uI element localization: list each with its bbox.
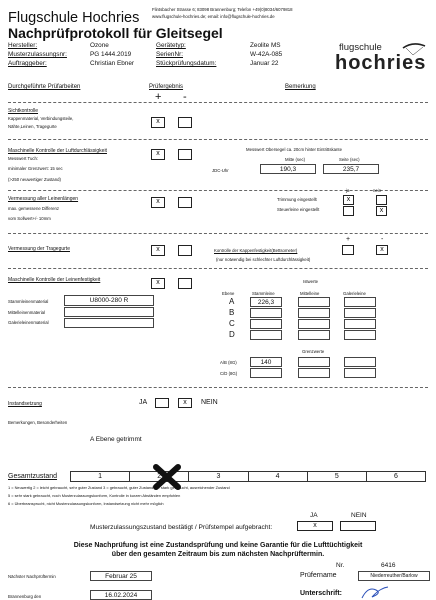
verm-trimmung: Trimmung eingestellt [277,197,317,202]
luft-line2: minimaler Grenzwert: 15 sec [8,166,63,171]
naechster-label: Nächster Nachprüftermin [8,574,56,579]
grade-3[interactable]: 3 [189,472,248,481]
verm-title: Vermessung aller Leinenlängen [8,196,79,202]
luft-ober: Messwert Obersegel ca. 20cm hinter Eintrittskante [246,147,343,152]
kappe-minus-box[interactable]: x [376,245,388,255]
unterschrift-label: Unterschrift: [300,590,343,597]
bemerkungen-text: A Ebene getrimmt [90,436,142,443]
ab-mittel-field[interactable] [298,357,330,367]
signature [358,584,392,600]
gesamt-title: Gesamtzustand [8,473,58,480]
kappe-plus: + [346,236,351,243]
sicht-line2: Nähte,Leinen, Tragegurte [8,124,57,129]
kappe-plus-box[interactable] [342,245,354,255]
verm-ja: ja [346,188,350,193]
b-mittel-field[interactable] [298,308,330,318]
ort-label: Brannenburg den [8,594,42,599]
verm-plus-box[interactable]: x [151,197,165,208]
d-mittel-field[interactable] [298,330,330,340]
leinen-plus-box[interactable]: x [151,278,165,289]
mittelleine-header: Mittelleine [300,291,320,296]
musterzulassung-label: Musterzulassungsnr: [8,51,67,58]
c-galerie-field[interactable] [344,319,376,329]
luft-line1: Messwert Tuch: [8,156,39,161]
ab-stamm-field[interactable]: 140 [250,357,282,367]
trag-minus-box[interactable] [178,245,192,256]
ab-galerie-field[interactable] [344,357,376,367]
luft-line3: (>250 neuwertiger Zustand) [8,177,61,182]
mittel-field[interactable] [64,307,154,317]
gesamt-legend1: 1 = Neuwertig 2 = leicht gebraucht, sehr guter Zustand 3 = gebraucht, guter Zustand 4 = stark gebraucht, ausreichender Zustand [8,485,230,490]
verm-minus-box[interactable] [178,197,192,208]
steuer-nein-box[interactable]: x [376,206,387,216]
luft-seite-field[interactable]: 235,7 [323,164,379,174]
trag-title: Vermessung der Tragegurte [8,246,70,252]
istwerte-label: Istwerte [303,279,319,284]
auftraggeber-value: Christian Ebner [90,60,135,67]
stamm-field[interactable]: U8000-280 R [64,295,154,306]
ort-datum-field[interactable]: 16.02.2024 [90,590,152,600]
disclaimer-line2: über den gesamten Zeitraum bis zum nächsten Nachprüftermin. [111,551,325,558]
leinen-minus-box[interactable] [178,278,192,289]
sicht-plus-box[interactable]: x [151,117,165,128]
pruefdatum-value: Januar 22 [250,60,279,67]
d-stamm-field[interactable] [250,330,282,340]
pruefdatum-label: Stückprüfungsdatum: [156,60,217,67]
geraetetyp-label: Gerätetyp: [156,42,186,49]
luft-mitte-label: Mitte (sec) [285,157,306,162]
kappe-hinweis: (nur notwendig bei schlechter Luftdurchlässigkeit) [216,257,311,262]
grade-4[interactable]: 4 [249,472,308,481]
stamm-label: Stammleinenmaterial [8,299,49,304]
disclaimer-line1: Diese Nachprüfung ist eine Zustandsprüfung und keine Garantie für die Lufttüchtigkeit [73,542,363,549]
a-mittel-field[interactable] [298,297,330,307]
naechster-field[interactable]: Februar 25 [90,571,152,581]
grade-2[interactable]: 2 [130,472,189,481]
cd-mittel-field[interactable] [298,368,330,378]
stammleine-header: Stammleine [252,291,275,296]
verm-line1: max. gemessene Differenz [8,206,60,211]
grade-6[interactable]: 6 [393,473,398,480]
instand-nein-box[interactable]: x [178,398,192,408]
trag-plus-box[interactable]: x [151,245,165,256]
galerie-field[interactable] [64,318,154,328]
col-bemerkung: Bemerkung [285,84,316,90]
row-label-b: B [229,308,235,317]
col-ergebnis: Prüfergebnis [149,84,184,90]
b-galerie-field[interactable] [344,308,376,318]
school-address: Flintsbacher Strasse 6; 83098 Brannenburg; Telefon +49(0)8034/6079818 [152,7,293,12]
logo-main-text: hochries [335,52,427,74]
school-name: Flugschule Hochries [8,10,140,26]
school-web: www.flugschule-hochries.de; email: info@flugschule-hochries.de [152,14,275,19]
gesamt-legend2: 5 = sehr stark gebraucht, noch Musterzulassungskonform, Kontrolle in kurzen Abständen empfohlen [8,493,181,498]
luft-mitte-field[interactable]: 190,3 [260,164,316,174]
instand-nein-label: NEIN [201,399,218,406]
logo-top-text: flugschule [339,42,382,53]
divider [8,102,428,103]
trimmung-nein-box[interactable] [376,195,387,205]
grenzwerte-label: Grenzwerte [302,349,325,354]
divider [8,268,428,269]
gesamt-scale [70,471,426,482]
trimmung-ja-box[interactable]: x [343,195,354,205]
page-title: Nachprüfprotokoll für Gleitsegel [8,25,223,41]
luft-minus-box[interactable] [178,149,192,160]
sicht-line1: Kappenmaterial, Verbindungsteile, [8,116,74,121]
cd-stamm-field[interactable] [250,368,282,378]
seriennr-value: W-42A-085 [250,51,283,58]
school-logo [333,40,429,76]
kappe-kontrolle: Kontrolle der Kappenfestigkeit(Bettsometer) [214,248,298,253]
a-galerie-field[interactable] [344,297,376,307]
nr-label: Nr. [336,562,345,569]
bestaetigt-text: Musterzulassungszustand bestätigt / Prüfstempel aufgebracht: [90,524,273,531]
row-label-d: D [229,330,235,339]
luft-uhr: JDC-Uhr [212,168,229,173]
sicht-title: Sichtkontrolle [8,108,39,114]
ebene-header: Ebene [222,291,235,296]
pruefername-label: Prüfername [300,572,337,579]
hersteller-value: Ozone [90,42,109,49]
row-label-a: A [229,297,235,306]
luft-title: Maschinelle Kontrolle der Luftdurchlässigkeit [8,148,107,154]
luft-plus-box[interactable]: x [151,149,165,160]
instand-ja-box[interactable] [155,398,169,408]
cd-label: C/D (8G) [220,371,238,376]
divider [8,387,428,388]
nr-value: 6416 [381,562,396,569]
c-mittel-field[interactable] [298,319,330,329]
grade-5[interactable]: 5 [308,472,367,481]
row-label-c: C [229,319,235,328]
ab-label: A/B (8G) [220,360,237,365]
musterzulassung-value: PG 1444.2019 [90,51,132,58]
verm-nein: nein [373,188,382,193]
instand-ja-label: JA [139,399,148,406]
mittel-label: Mittelleinenmaterial [8,310,46,315]
galerie-label: Galerieleinenmaterial [8,320,49,325]
steuer-ja-box[interactable] [343,206,354,216]
a-stamm-field[interactable]: 226,3 [250,297,282,307]
geraetetyp-value: Zeolite MS [250,42,281,49]
auftraggeber-label: Auftraggeber: [8,60,47,67]
col-arbeiten: Durchgeführte Prüfarbeiten [8,84,81,90]
bestaetigt-nein-box[interactable] [340,521,376,531]
grade-1[interactable]: 1 [71,472,130,481]
gesamt-legend3: 6 = Überbeansprucht, nicht Musterzulassungskonform, Instandsetzung nicht mehr möglich [8,501,164,506]
sicht-minus-box[interactable] [178,117,192,128]
verm-line2: vom Sollwert+/- 10mm [8,216,51,221]
d-galerie-field[interactable] [344,330,376,340]
bestaetigt-ja-label: JA [310,512,318,519]
divider [8,139,428,140]
bestaetigt-nein-label: NEIN [351,512,367,519]
verm-steuer: Steuerleine eingestellt [277,207,320,212]
b-stamm-field[interactable] [250,308,282,318]
bemerkungen-title: Bemerkungen, Besonderheiten [8,420,68,425]
pruefername-field[interactable]: Niederreuther/Barlow [358,571,430,581]
instand-title: Instandsetzung [8,401,42,407]
c-stamm-field[interactable] [250,319,282,329]
col-minus: - [183,91,187,103]
luft-seite-label: Seite (sec) [339,157,360,162]
hersteller-label: Hersteller: [8,42,38,49]
seriennr-label: SerienNr: [156,51,183,58]
divider [8,233,428,234]
kappe-minus: - [381,236,384,243]
col-plus: + [155,91,162,103]
bestaetigt-ja-box[interactable]: x [297,521,333,531]
divider [8,190,428,191]
cd-galerie-field[interactable] [344,368,376,378]
leinen-title: Maschinelle Kontrolle der Leinenfestigkeit [8,277,101,283]
galerieleine-header: Galerieleine [343,291,366,296]
